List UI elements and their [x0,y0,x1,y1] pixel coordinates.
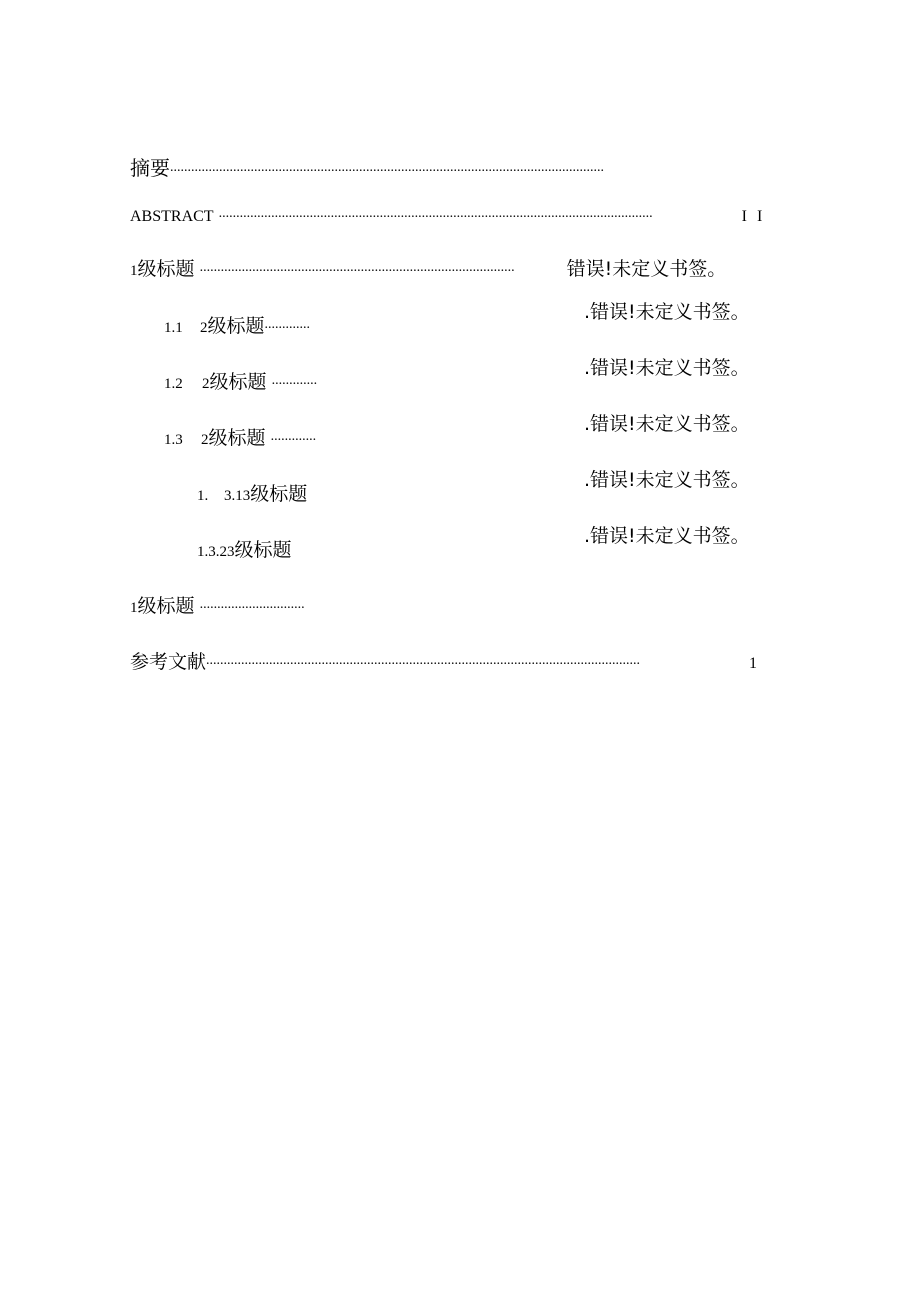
toc-leader-dots: ............. [264,318,311,332]
toc-entry-title: 级标题 [208,427,266,449]
toc-entry-heading1[interactable] [130,260,726,279]
toc-entry-abstract-zh[interactable] [130,158,756,178]
toc-entry-title: 参考文献 [130,651,207,673]
toc-entry-title-number: 2 [202,376,210,392]
toc-entry-references[interactable] [130,653,757,672]
toc-entry-title: 级标题 [137,595,195,617]
toc-entry-title: 级标题 [137,258,195,280]
toc-entry-number: 1.2 [164,376,183,392]
toc-entry-title: 摘要 [130,156,170,180]
toc-entry-title-number: 3.13 [224,488,251,504]
toc-entry-title: 级标题 [234,539,292,561]
toc-entry-title-number: 2 [200,320,208,336]
toc-page-number: 1 [749,655,758,672]
toc-entry-title: ABSTRACT [130,208,214,225]
toc-entry-heading2-1[interactable] [164,317,310,336]
toc-entry-heading1-second[interactable] [130,597,305,616]
toc-entry-title-number: 1.3.23 [197,544,235,560]
toc-entry-title: 级标题 [207,315,265,337]
toc-leader-dots: ............. [271,374,318,388]
toc-entry-number: 1 [130,600,138,616]
toc-entry-heading2-2[interactable] [164,373,317,392]
toc-error-text: .错误!未定义书签。 [584,469,750,491]
toc-entry-number: 1. [197,488,209,504]
toc-leader-dots: ............................................................................................................................ [218,207,653,221]
toc-entry-number: 1 [130,263,138,279]
toc-entry-heading3-1[interactable] [197,485,307,504]
toc-error-text: .错误!未定义书签。 [584,525,750,547]
toc-leader-dots: ............. [270,430,317,444]
toc-entry-title: 级标题 [250,483,308,505]
toc-error-text: .错误!未定义书签。 [584,413,750,435]
toc-entry-abstract-en[interactable] [130,207,762,225]
toc-leader-dots: ............................................................................................................................ [170,161,604,175]
toc-error-text: .错误!未定义书签。 [584,357,750,379]
toc-entry-title: 级标题 [209,371,267,393]
toc-leader-dots: ............................................................................................................................ [206,654,641,668]
toc-entry-heading2-3[interactable] [164,429,316,448]
toc-entry-title-number: 2 [201,432,209,448]
toc-entry-number: 1.1 [164,320,183,336]
toc-error-text: 错误!未定义书签。 [566,258,727,280]
toc-leader-dots: .............................. [199,598,305,612]
toc-error-text: .错误!未定义书签。 [584,301,750,323]
toc-leader-dots: .......................................................................................... [199,261,515,275]
toc-page-number: I I [741,208,763,225]
toc-entry-number: 1.3 [164,432,183,448]
toc-entry-heading3-2[interactable] [197,541,292,560]
